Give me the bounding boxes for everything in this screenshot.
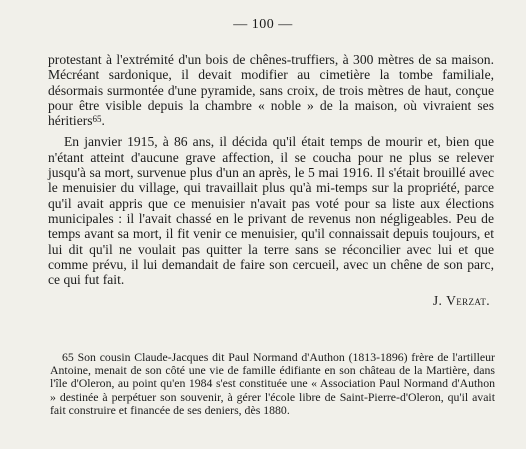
page-number: — 100 — [233, 17, 293, 32]
paragraph-end: . [101, 113, 105, 129]
author-signature [433, 293, 490, 309]
main-text [48, 52, 494, 287]
footnote: 65 Son cousin Claude-Jacques dit Paul Normand d'Authon (1813-1896) frère de l'artilleur Antoine, menait de son côté une vie de famille édifiante en son château de la Martière, dans l'île d'Oleron, au point qu'en 1984 s'est constituée une « Association Paul Normand d'Authon » destinée à perpétuer son souvenir, à gérer l'école libre de Saint-Pierre-d'Oleron, qu'il avait fait construire et financée de ses deniers, dès 1880. [50, 350, 495, 417]
paragraph [48, 52, 494, 128]
signature-initial: J. [432, 293, 443, 308]
paragraph-text: protestant à l'extrémité d'un bois de chênes-truffiers, à 300 mètres de sa maison. Mécréant sardonique, il devait modifier au cimetière la tombe familiale, désormais surmontée d'une pyramide, sans croix, de trois mètres de haut, conçue pour être visible depuis la chambre « noble » de la maison, où vivraient ses héritiers [48, 52, 494, 129]
paragraph: En janvier 1915, à 86 ans, il décida qu'il était temps de mourir et, bien que n'étant atteint d'aucune grave affection, il se coucha pour ne plus se relever jusqu'à sa mort, survenue plus d'un an après, le 5 mai 1916. Il s'était brouillé avec le menuisier du village, qui travaillait plus qu'à mi-temps sur la propriété, parce qu'il avait appris que ce menuisier n'avait pas voté pour sa liste aux élections municipales : il l'avait chassé en le privant de revenus non négligeables. Peu de temps avant sa mort, il fit venir ce menuisier, qu'il connaissait depuis toujours, et lui dit qu'il ne voulait pas quitter la terre sans se réconcilier avec lui et que comme prévu, il lui demandait de faire son cercueil, avec un chêne de son parc, ce qui fut fait. [48, 134, 494, 288]
signature-name: Verzat. [446, 293, 490, 308]
footnote-reference: 65 [92, 114, 102, 125]
